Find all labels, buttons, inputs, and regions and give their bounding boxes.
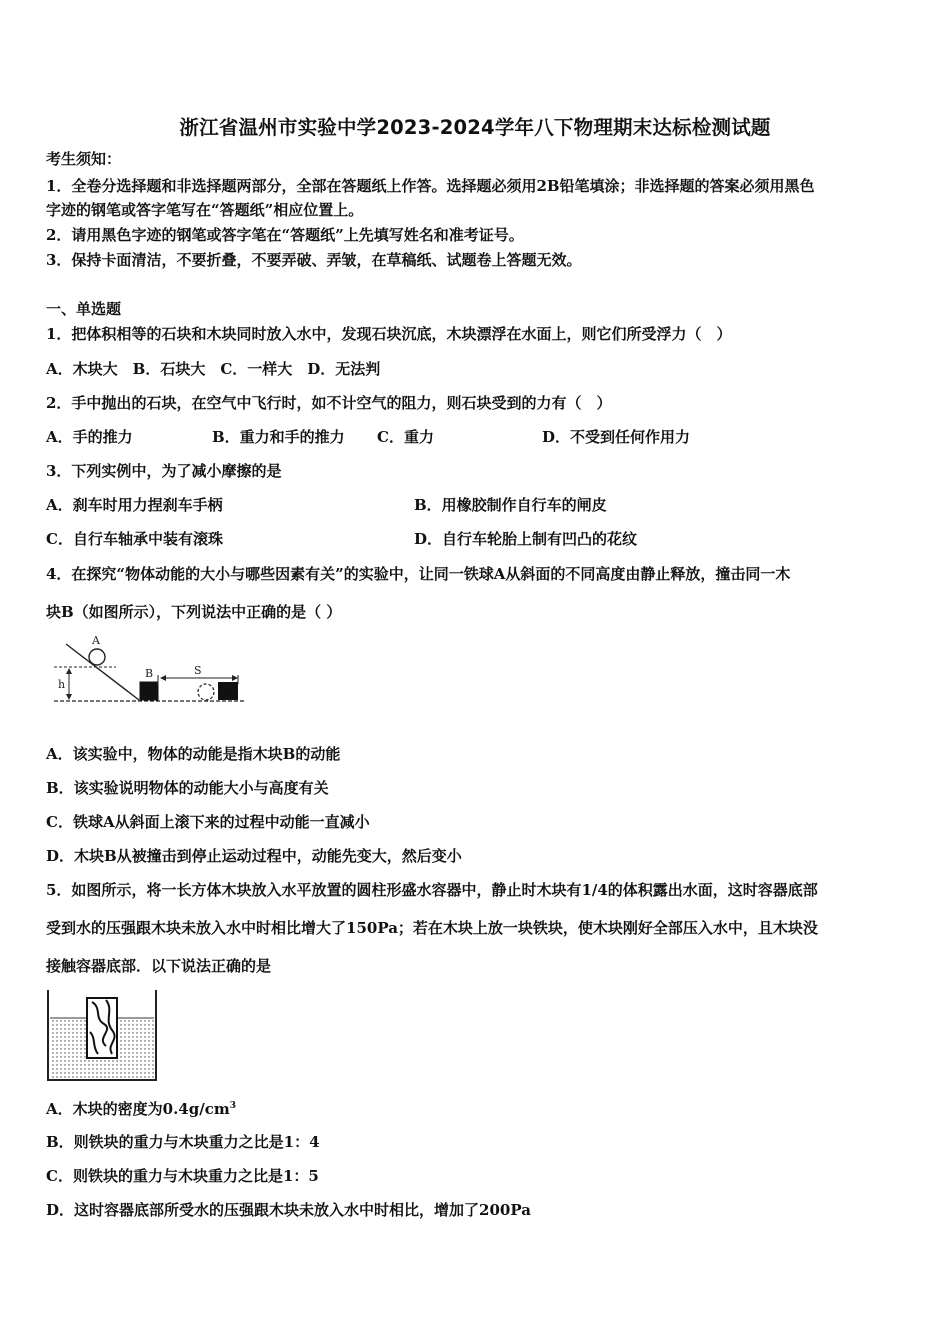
question-5-option-c: C．则铁块的重力与木块重力之比是1：5 <box>46 1167 319 1185</box>
question-5-option-a-text: A．木块的密度为0.4g/cm <box>46 1100 230 1118</box>
notice-heading: 考生须知： <box>46 150 122 168</box>
question-5-stem-line1: 5．如图所示，将一长方体木块放入水平放置的圆柱形盛水容器中，静止时木块有1/4的体积露出水面，这时容器底部 <box>46 881 818 899</box>
question-4-option-c: C．铁球A从斜面上滚下来的过程中动能一直减小 <box>46 813 370 831</box>
notice-item-1-cont: 字迹的钢笔或答字笔写在“答题纸”相应位置上。 <box>46 201 364 219</box>
question-4-option-b: B．该实验说明物体的动能大小与高度有关 <box>46 779 329 797</box>
question-3-option-d: D．自行车轮胎上制有凹凸的花纹 <box>414 530 638 548</box>
question-3-option-b: B．用橡胶制作自行车的闸皮 <box>414 496 607 514</box>
cubic-superscript: 3 <box>229 1101 236 1111</box>
label-s: S <box>194 664 202 677</box>
section-heading: 一、单选题 <box>46 300 122 318</box>
question-5-option-b: B．则铁块的重力与木块重力之比是1：4 <box>46 1133 320 1151</box>
question-1-stem: 1．把体积相等的石块和木块同时放入水中，发现石块沉底，木块漂浮在水面上，则它们所受浮力（ ） <box>46 325 732 343</box>
question-2-option-c: C．重力 <box>377 428 434 446</box>
notice-item-1: 1．全卷分选择题和非选择题两部分，全部在答题纸上作答。选择题必须用2B铅笔填涂；非选择题的答案必须用黑色 <box>46 177 815 195</box>
question-5-option-d: D．这时容器底部所受水的压强跟木块未放入水中时相比，增加了200Pa <box>46 1201 531 1219</box>
question-4-option-a: A．该实验中，物体的动能是指木块B的动能 <box>46 745 341 763</box>
question-2-option-d: D．不受到任何作用力 <box>542 428 691 446</box>
question-4-option-d: D．木块B从被撞击到停止运动过程中，动能先变大，然后变小 <box>46 847 462 865</box>
label-a: A <box>92 634 100 647</box>
question-3-option-c: C．自行车轴承中装有滚珠 <box>46 530 223 548</box>
question-3-option-a: A．刹车时用力捏刹车手柄 <box>46 496 223 514</box>
question-2-option-a: A．手的推力 <box>46 428 133 446</box>
page-title: 浙江省温州市实验中学2023-2024学年八下物理期末达标检测试题 <box>179 116 771 139</box>
question-5-option-a <box>46 1098 236 1120</box>
label-h: h <box>58 678 66 691</box>
question-1-options: A．木块大 B．石块大 C．一样大 D．无法判 <box>46 360 381 378</box>
question-2-stem: 2．手中抛出的石块，在空气中飞行时，如不计空气的阻力，则石块受到的力有（ ） <box>46 394 612 412</box>
notice-item-3: 3．保持卡面清洁，不要折叠，不要弄破、弄皱，在草稿纸、试题卷上答题无效。 <box>46 251 582 269</box>
question-4-stem-line2: 块B（如图所示），下列说法中正确的是（ ） <box>46 603 342 621</box>
question-5-stem-line3: 接触容器底部．以下说法正确的是 <box>46 957 272 975</box>
water-container-figure <box>44 988 160 1084</box>
question-2-option-b: B．重力和手的推力 <box>212 428 345 446</box>
question-4-stem-line1: 4．在探究“物体动能的大小与哪些因素有关”的实验中，让同一铁球A从斜面的不同高度由静止释放，撞击同一木 <box>46 565 791 583</box>
question-3-stem: 3．下列实例中，为了减小摩擦的是 <box>46 462 282 480</box>
label-b: B <box>145 667 154 680</box>
incline-experiment-figure <box>44 632 254 712</box>
question-5-stem-line2: 受到水的压强跟木块未放入水中时相比增大了150Pa；若在木块上放一块铁块，使木块刚好全部压入水中，且木块没 <box>46 919 818 937</box>
notice-item-2: 2．请用黑色字迹的钢笔或答字笔在“答题纸”上先填写姓名和准考证号。 <box>46 226 524 244</box>
